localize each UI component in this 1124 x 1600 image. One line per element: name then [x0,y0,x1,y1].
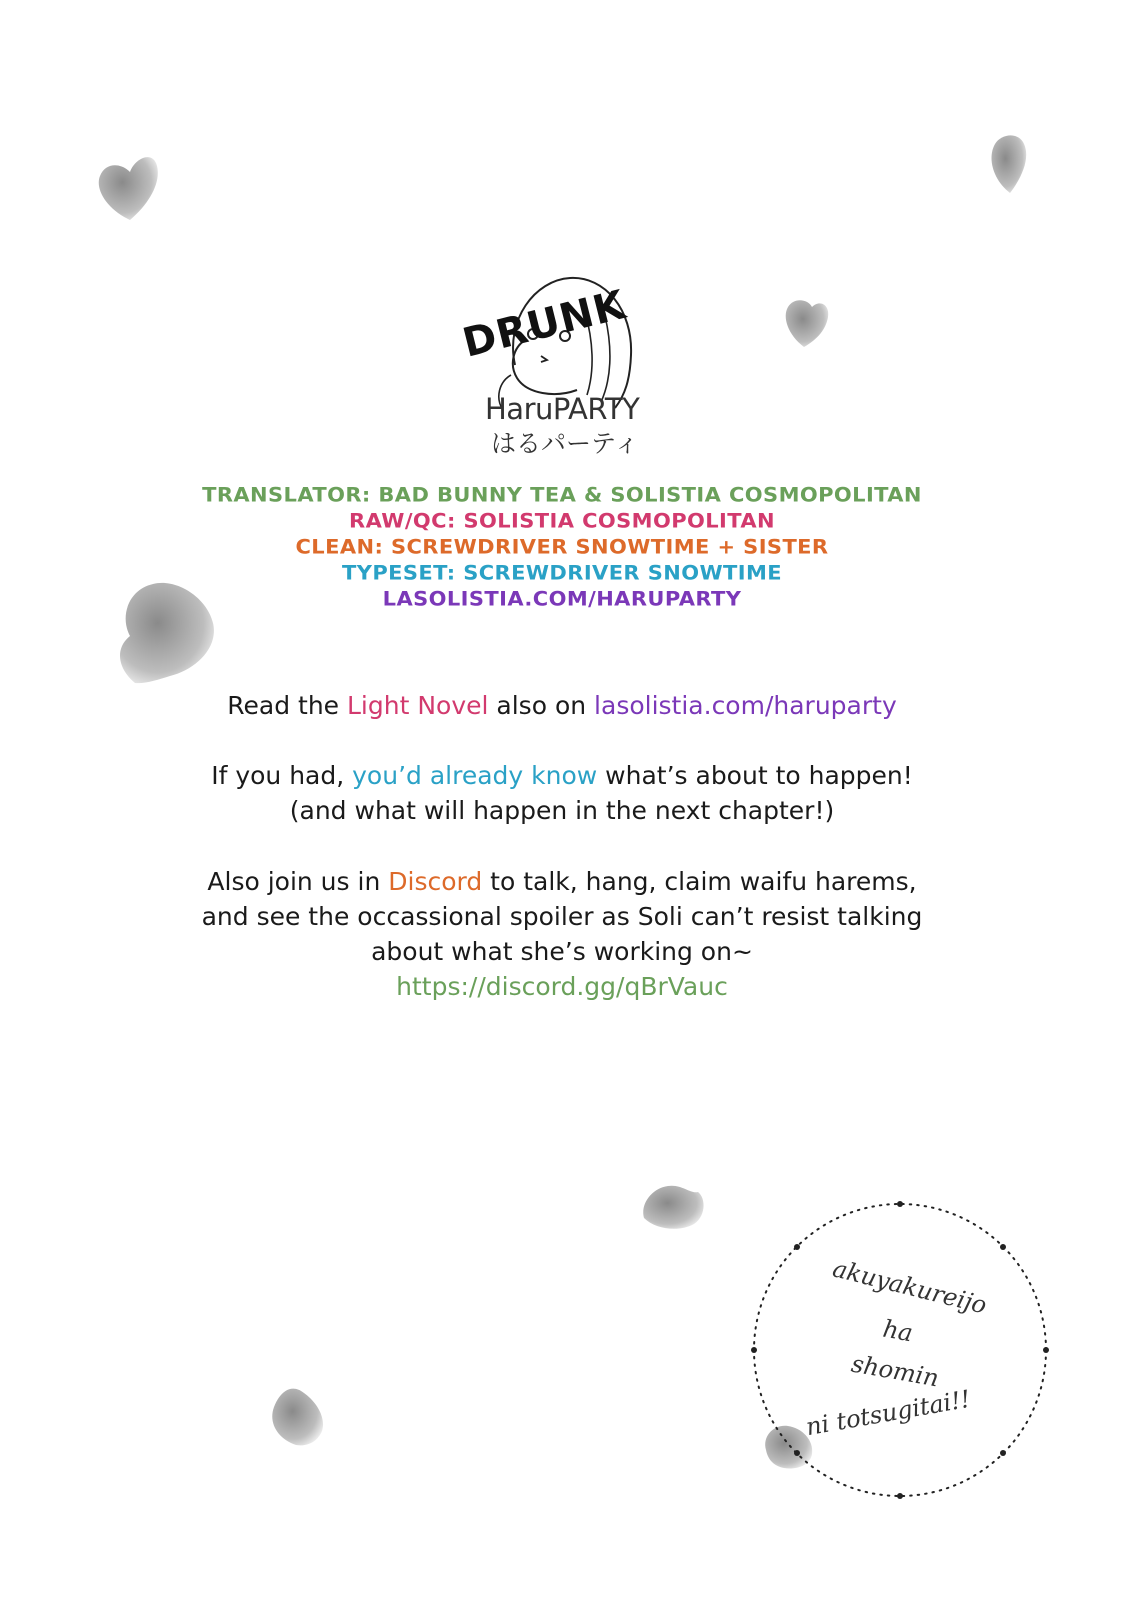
seal-line-3: shomin [849,1349,941,1393]
discord-invite-link[interactable]: https://discord.gg/qBrVauc [396,972,728,1001]
seal-line-4: ni totsugitai!! [803,1384,973,1442]
petal-decoration [780,295,832,350]
paragraph-line: about what she’s working on~ [371,937,753,966]
petal-decoration [638,1180,708,1230]
light-novel-paragraph [0,688,1124,723]
credit-translator: TRANSLATOR: BAD BUNNY TEA & SOLISTIA COSMOPOLITAN [202,483,922,507]
paragraph-line [0,758,1124,793]
credits-block [0,482,1124,612]
paragraph-text: Also join us in [207,867,389,896]
light-novel-link[interactable]: Light Novel [347,691,489,720]
credit-raw-qc: RAW/QC: SOLISTIA COSMOPOLITAN [349,509,775,533]
paragraph-line: (and what will happen in the next chapter!) [289,796,835,825]
credit-website[interactable]: LASOLISTIA.COM/HARUPARTY [382,587,742,611]
title-seal [745,1195,1055,1505]
petal-decoration [95,148,165,223]
logo-brand-name: HaruPARTY [485,392,640,426]
paragraph-text: Read the [227,691,347,720]
logo-brand-name-jp: はるパーティ [491,429,640,458]
paragraph-line: and see the occassional spoiler as Soli can’t resist talking [201,902,923,931]
seal-dotted-ring [745,1195,1055,1505]
spoiler-paragraph [0,758,1124,828]
credit-typeset: TYPESET: SCREWDRIVER SNOWTIME [341,561,783,585]
paragraph-text: also on [488,691,595,720]
paragraph-line [0,864,1124,899]
logo-drunk-text: DRUNK [458,281,631,367]
already-know-highlight: you’d already know [352,761,598,790]
seal-line-1: akuyakureijo [829,1254,990,1320]
site-link[interactable]: lasolistia.com/haruparty [594,691,897,720]
paragraph-text: what’s about to happen! [597,761,913,790]
seal-line-2: ha [880,1314,915,1348]
petal-decoration [268,1383,330,1448]
paragraph-text: to talk, hang, claim waifu harems, [482,867,917,896]
discord-highlight[interactable]: Discord [388,867,483,896]
haruparty-logo [455,270,655,460]
petal-decoration [985,128,1035,198]
discord-paragraph [0,864,1124,1004]
credit-clean: CLEAN: SCREWDRIVER SNOWTIME + SISTER [295,535,829,559]
paragraph-text: If you had, [211,761,353,790]
